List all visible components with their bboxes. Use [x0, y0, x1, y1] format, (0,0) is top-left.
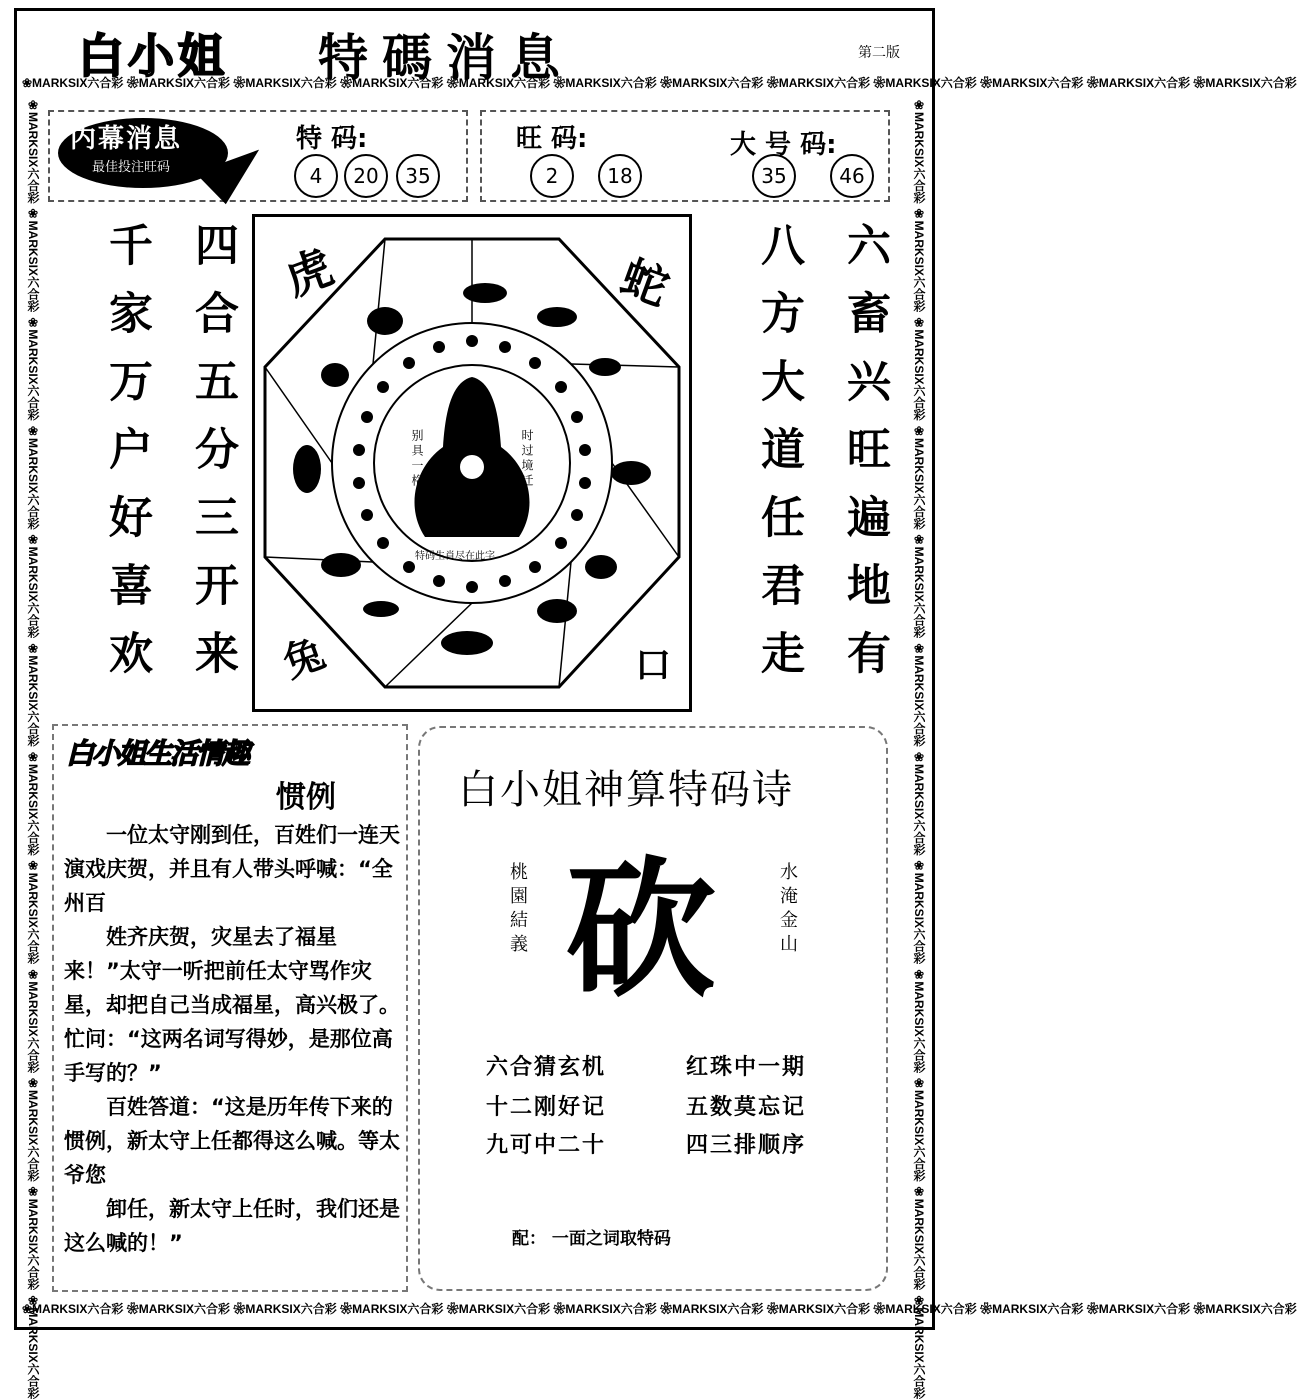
- story-paragraph: 姓齐庆贺，灾星去了福星来！”太守一听把前任太守骂作灾星，却把自己当成福星，高兴极了。忙问：“这两名词写得妙，是那位高手写的？”: [64, 925, 400, 1085]
- story-paragraph: 百姓答道：“这是历年传下来的惯例，新太守上任都得这么喊。等太爷您: [64, 1095, 400, 1187]
- poem-right-side: 水淹金山: [777, 862, 798, 958]
- da-hao-ma-number: 46: [830, 154, 874, 198]
- snake-icon: [463, 283, 507, 303]
- corner-char-snake: 蛇: [614, 249, 676, 317]
- edition-label: 第二版: [858, 45, 900, 61]
- wang-ma-number: 2: [530, 154, 574, 198]
- corner-char-rabbit: 兔: [277, 630, 331, 688]
- horse-icon: [537, 307, 577, 327]
- deity-caption: 特码生肖尽在此字: [415, 551, 495, 562]
- goat-icon: [589, 358, 621, 376]
- ox-icon: [321, 553, 361, 577]
- rooster-icon: [585, 555, 617, 579]
- bubble-title: 内幕消息: [70, 124, 183, 154]
- border-strip-right: ❀MARKSIX六合彩 ❀MARKSIX六合彩 ❀MARKSIX六合彩 ❀MARKSIX六合彩 ❀MARKSIX六合彩 ❀MARKSIX六合彩 ❀MARKSIX六合彩 ❀MARKSIX六合彩 ❀MARKSIX六合彩 ❀MARKSIX六合彩 ❀MARKSIX六合彩 ❀MARKSIX六合彩: [912, 98, 926, 1399]
- te-ma-number: 4: [294, 154, 338, 198]
- yin-yang-icon: [460, 455, 484, 479]
- rat-icon: [363, 601, 399, 617]
- story-paragraph: 一位太守刚到任，百姓们一连天演戏庆贺，并且有人带头呼喊：“全州百: [64, 823, 400, 915]
- monkey-icon: [611, 461, 651, 485]
- wang-ma-label: 旺 码:: [516, 124, 588, 154]
- dog-icon: [537, 599, 577, 623]
- verse-column-3: 八方大道任君走: [753, 222, 804, 698]
- poem-line-right: 红珠中一期: [686, 1055, 807, 1080]
- te-ma-number: 35: [396, 154, 440, 198]
- poem-line-right: 四三排顺序: [686, 1133, 807, 1158]
- page-title: 特碼消息: [318, 28, 574, 87]
- border-strip-bottom: ❀MARKSIX六合彩 ❀MARKSIX六合彩 ❀MARKSIX六合彩 ❀MARKSIX六合彩 ❀MARKSIX六合彩 ❀MARKSIX六合彩 ❀MARKSIX六合彩 ❀MARKSIX六合彩 ❀MARKSIX六合彩 ❀MARKSIX六合彩 ❀MARKSIX六合彩 ❀MARKSIX六合彩: [22, 1302, 1297, 1316]
- story-heading: 白小姐生活情趣: [66, 737, 249, 770]
- wang-ma-number: 18: [598, 154, 642, 198]
- da-hao-ma-label: 大 号 码:: [730, 130, 837, 160]
- pig-icon: [441, 631, 493, 655]
- poem-hint: 配： 一面之词取特码: [512, 1229, 671, 1249]
- zodiac-wheel: [252, 214, 692, 712]
- poem-big-character: 砍: [566, 844, 717, 1018]
- poem-line-left: 九可中二十: [486, 1133, 607, 1158]
- poem-title: 白小姐神算特码诗: [458, 767, 794, 813]
- poem-left-side: 桃園結義: [507, 862, 528, 958]
- rabbit-icon: [321, 363, 349, 387]
- deity-right-text: 时过境迁: [520, 429, 534, 489]
- tiger-icon: [293, 445, 321, 493]
- poem-line-left: 六合猜玄机: [486, 1055, 607, 1080]
- te-ma-number: 20: [344, 154, 388, 198]
- deity-left-text: 别具一格: [410, 429, 424, 489]
- da-hao-ma-number: 35: [752, 154, 796, 198]
- poem-line-left: 十二刚好记: [486, 1095, 607, 1120]
- brand-logo: 白小姐: [78, 29, 228, 83]
- verse-column-2: 四合五分三开来: [187, 222, 238, 698]
- story-body: [64, 818, 404, 1260]
- corner-char-mouth: 口: [635, 645, 672, 686]
- corner-char-tiger: 虎: [278, 239, 340, 307]
- border-strip-top: ❀MARKSIX六合彩 ❀MARKSIX六合彩 ❀MARKSIX六合彩 ❀MARKSIX六合彩 ❀MARKSIX六合彩 ❀MARKSIX六合彩 ❀MARKSIX六合彩 ❀MARKSIX六合彩 ❀MARKSIX六合彩 ❀MARKSIX六合彩 ❀MARKSIX六合彩 ❀MARKSIX六合彩: [22, 76, 1297, 90]
- dragon-icon: [367, 307, 403, 335]
- verse-column-4: 六畜兴旺遍地有: [839, 222, 890, 698]
- poem-line-right: 五数莫忘记: [686, 1095, 807, 1120]
- bubble-subtitle: 最佳投注旺码: [92, 160, 171, 175]
- border-strip-left: ❀MARKSIX六合彩 ❀MARKSIX六合彩 ❀MARKSIX六合彩 ❀MARKSIX六合彩 ❀MARKSIX六合彩 ❀MARKSIX六合彩 ❀MARKSIX六合彩 ❀MARKSIX六合彩 ❀MARKSIX六合彩 ❀MARKSIX六合彩 ❀MARKSIX六合彩 ❀MARKSIX六合彩: [26, 98, 40, 1399]
- story-paragraph: 卸任，新太守上任时，我们还是这么喊的！”: [64, 1197, 400, 1255]
- te-ma-label: 特 码:: [296, 124, 368, 154]
- story-subheading: 惯例: [276, 780, 336, 815]
- verse-column-1: 千家万户好喜欢: [101, 222, 152, 698]
